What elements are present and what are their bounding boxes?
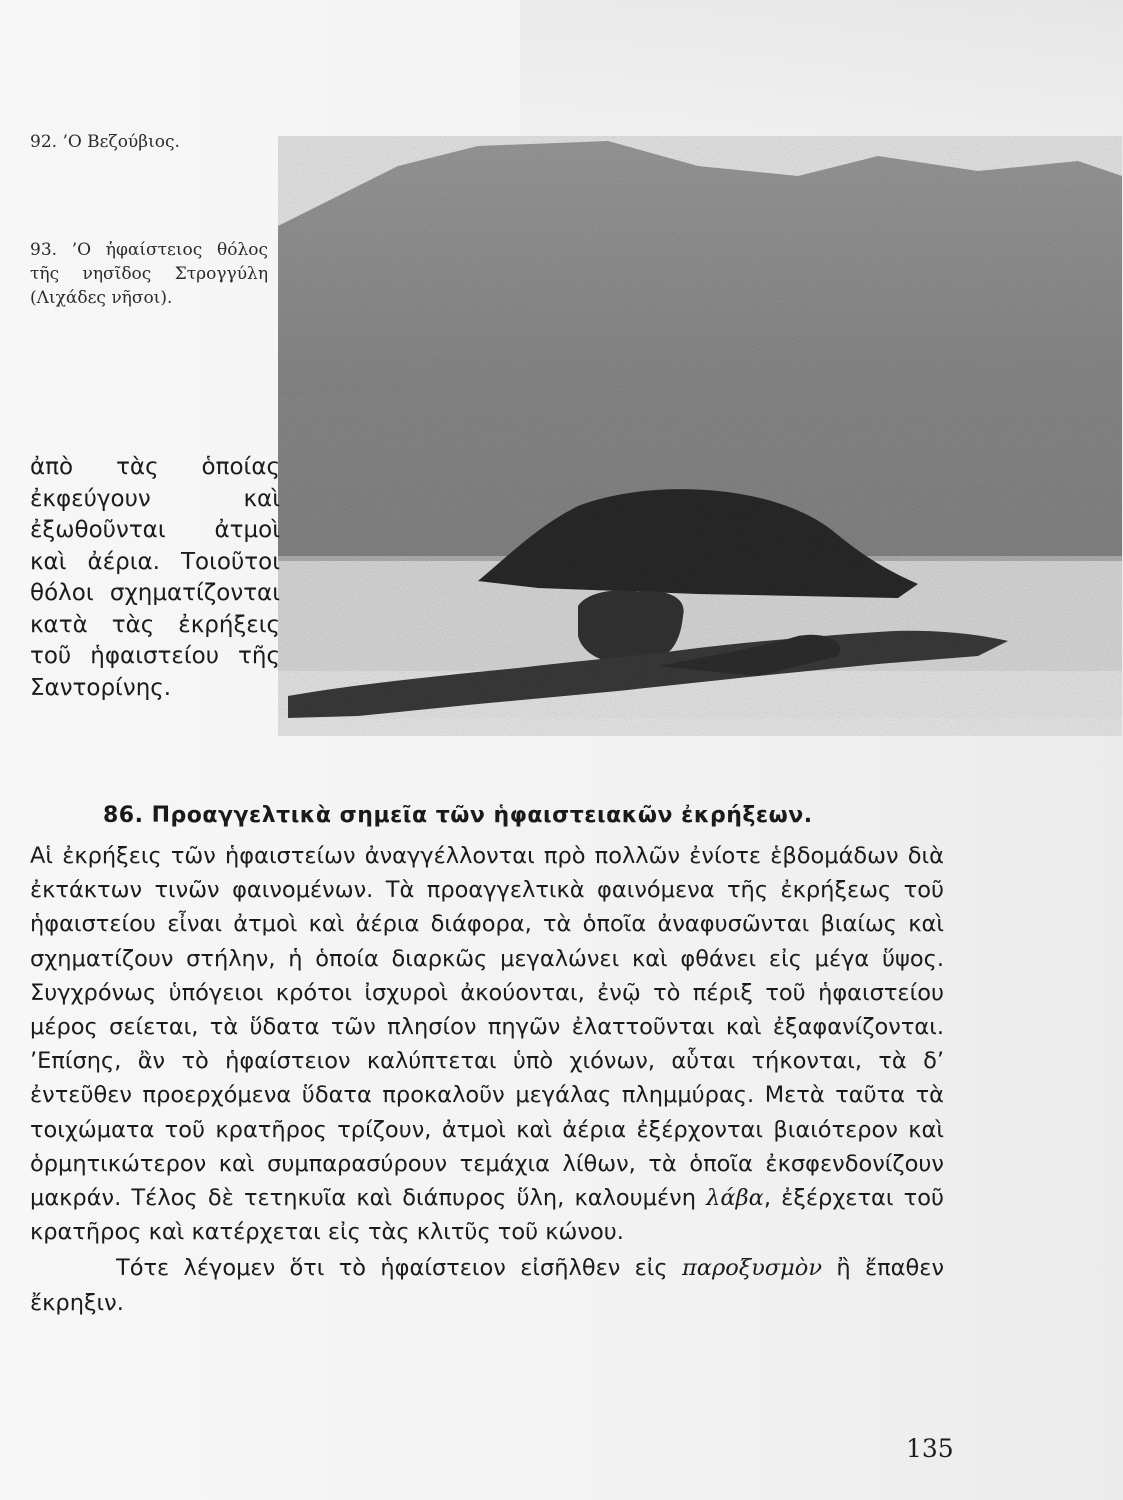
paragraph-2-tail: ἢ ἔπαθεν ἔκρηξιν. [30, 1255, 945, 1316]
paragraph-1-tail: , ἐξέρχεται τοῦ κρατῆρος καὶ κατέρχεται εἰς τὰς κλιτῦς τοῦ κώνου. [30, 1185, 944, 1246]
figure-93-caption: 93. ’Ο ἡφαίστειος θόλος τῆς νησῖδος Στρογγύλη (Λιχάδες νῆσοι). [30, 240, 268, 308]
paragraph-2-text: Τότε λέγομεν ὅτι τὸ ἡφαίστειον εἰσῆλθεν εἰς [116, 1255, 668, 1282]
section-86-body [30, 839, 944, 1320]
paragraph-1-text: Αἱ ἐκρήξεις τῶν ἡφαιστείων ἀναγγέλλονται πρὸ πολλῶν ἐνίοτε ἑβδομάδων διὰ ἐκτάκτων τινῶν φαινομένων. Τὰ προαγγελτικὰ φαινόμενα τῆς ἐκρήξεως τοῦ ἡφαιστείου εἶναι ἀτμοὶ καὶ ἀέρια διάφορα, τὰ ὁποῖα ἀναφυσῶνται βιαίως καὶ σχηματίζουν στήλην, ἡ ὁποία διαρκῶς μεγαλώνει καὶ φθάνει εἰς μέγα ὕψος. Συγχρόνως ὑπόγειοι κρότοι ἰσχυροὶ ἀκούονται, ἐνῷ τὸ πέριξ τοῦ ἡφαιστείου μέρος σείεται, τὰ ὕδατα τῶν πλησίον πηγῶν ἐλαττοῦνται καὶ ἐξαφανίζονται. ’Επίσης, ἂν τὸ ἡφαίστειον καλύπτεται ὑπὸ χιόνων, αὗται τήκονται, τὰ δ’ ἐντεῦθεν προερχόμενα ὕδατα προκαλοῦν μεγάλας πλημμύρας. Μετὰ ταῦτα τὰ τοιχώματα τοῦ κρατῆρος τρίζουν, ἀτμοὶ καὶ ἀέρια ἐξέρχονται βιαιότερον καὶ ὁρμητικώτερον καὶ συμπαρασύρουν τεμάχια λίθων, τὰ ὁποῖα ἐκσφενδονίζουν μακράν. Τέλος δὲ τετηκυῖα καὶ διάπυρος ὕλη, καλουμένη [30, 843, 944, 1212]
side-column-text: ἀπὸ τὰς ὁποίας ἐκφεύγουν καὶ ἐξωθοῦνται ἀτμοὶ καὶ ἀέρια. Τοιοῦτοι θόλοι σχηματίζονται κατὰ τὰς ἐκρήξεις τοῦ ἡφαιστείου τῆς Σαντορίνης. [30, 454, 280, 701]
page-number: 135 [906, 1434, 954, 1463]
section-86-heading: 86. Προαγγελτικὰ σημεῖα τῶν ἡφαιστειακῶν ἐκρήξεων. [103, 803, 813, 828]
lava-term: λάβα [706, 1185, 764, 1212]
volcanic-dome-photo [278, 136, 1122, 736]
figure-92-caption: 92. ’Ο Βεζούβιος. [30, 132, 180, 152]
paragraph-1 [30, 839, 944, 1249]
paragraph-2 [30, 1251, 944, 1319]
show-through-shading [520, 0, 1123, 140]
paroxysm-term: παροξυσμὸν [681, 1255, 823, 1282]
photo-bottom-edge [278, 718, 1122, 736]
figure-93-photo [278, 136, 1122, 736]
